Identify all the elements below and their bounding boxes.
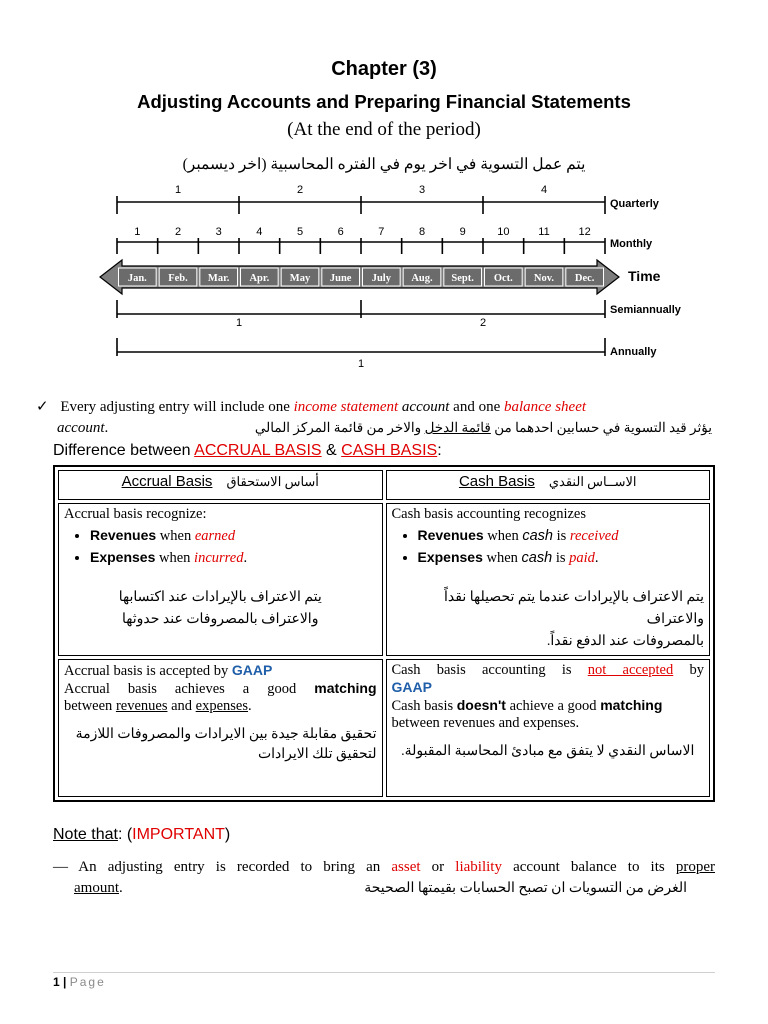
note-close: ) [224,826,231,843]
half-2-label: 2 [479,317,487,329]
quarter-3-label: 3 [418,184,426,196]
dash-bullet: — [53,859,68,875]
chapter-heading: Chapter (3) [331,58,437,80]
month-name-label: Aug. [411,273,433,284]
cash-intro: Cash basis accounting recognizes [391,506,586,522]
month-name-label: Apr. [249,273,270,284]
not-accepted-term: not accepted [587,662,674,678]
month-number-label: 7 [378,226,385,238]
month-number-label: 9 [459,226,466,238]
quarterly-bracket [117,196,605,214]
accrual-matching-line: Accrual basis achieves a good matching [64,680,377,697]
month-number-label: 12 [578,226,591,238]
page-subtitle: (At the end of the period) [287,119,481,140]
quarter-2-label: 2 [296,184,304,196]
quarterly-label: Quarterly [610,198,659,210]
semiannually-label: Semiannually [610,304,681,316]
footer-separator: | [59,975,70,989]
cash-recognition-cell [386,503,711,656]
month-name-label: Nov. [533,273,555,284]
cash-header: Cash Basis [458,473,535,490]
cash-gaap-cell [386,659,711,797]
month-number-label: 11 [538,226,550,238]
accrual-header: Accrual Basis [121,473,213,490]
year-1-label: 1 [357,358,365,370]
note-heading [53,826,230,844]
month-name-label: May [289,273,311,284]
month-number-label: 4 [256,226,263,238]
month-name-label: Feb. [168,273,188,284]
rule-arabic-link: قائمة الدخل [424,420,491,435]
accrual-basis-term: ACCRUAL BASIS [194,442,322,459]
rule-text-1: Every adjusting entry will include one [60,399,294,415]
accrual-header-arabic: أساس الاستحقاق [226,474,319,489]
month-name-label: July [371,273,391,284]
quarter-4-label: 4 [540,184,548,196]
page-footer [53,975,106,989]
adjusting-entry-statement: — An adjusting entry is recorded to bring an asset or liability account balance to its proper amount. الغرض من التسويات ان تصبح الحسابات بقيمتها الصحيحة [53,857,715,899]
adjusting-entry-rule [36,396,716,439]
accrual-gaap-cell [58,659,383,797]
accrual-expenses-item: • Expenses when incurred. [90,547,377,569]
month-name-label: Oct. [493,273,513,284]
accounting-periods-timeline [0,176,768,371]
month-number-label: 5 [296,226,304,238]
rule-arabic [255,417,712,438]
check-icon: ✓ [36,397,49,415]
accrual-bullets [64,525,377,569]
accrual-header-cell [58,470,383,500]
month-number-label: 1 [134,226,141,238]
accrual-between-line: between revenues and expenses. [64,698,252,714]
quarter-1-label: 1 [174,184,182,196]
difference-colon: : [437,442,442,459]
note-colon: : ( [117,826,133,843]
cash-header-cell [386,470,711,500]
monthly-label: Monthly [610,238,653,250]
half-1-label: 1 [235,317,243,329]
difference-prefix: Difference between [53,442,195,459]
accrual-arabic: يتم الاعتراف بالإيرادات عند اكتسابها والاعتراف بالمصروفات عند حدوثها [118,590,322,627]
annual-bracket [117,338,605,356]
month-name-label: June [329,273,352,284]
cash-header-arabic: الاســاس النقدي [548,474,637,489]
cash-revenues-item: • Revenues when cash is received [418,525,705,547]
arabic-period-note: يتم عمل التسوية في اخر يوم في الفتره المحاسبية (اخر ديسمبر) [182,156,586,173]
time-label: Time [628,268,661,284]
statement-arabic: الغرض من التسويات ان تصبح الحسابات بقيمتها الصحيحة [364,881,687,896]
month-number-label: 3 [215,226,222,238]
gaap-term-accrual: GAAP [231,662,273,678]
account-term-1: account [401,399,450,415]
income-statement-term: income statement [293,399,399,415]
annually-label: Annually [610,346,657,358]
month-name-label: Mar. [207,273,230,284]
semiannual-bracket [117,300,605,318]
cash-bullets [392,525,705,569]
cash-expenses-item: • Expenses when cash is paid. [418,547,705,569]
accrual-intro: Accrual basis recognize: [64,506,207,522]
cash-basis-term: CASH BASIS [341,442,438,459]
asset-term: asset [391,859,421,875]
accrual-gaap-line: Accrual basis is accepted by GAAP [64,662,273,679]
accrual-recognition-cell [58,503,383,656]
rule-arabic-post: والاخر من قائمة المركز المالي [254,420,425,435]
monthly-bracket [117,238,605,254]
footer-divider [53,972,715,973]
accrual-matching-arabic: تحقيق مقابلة جيدة بين الايرادات والمصروفات اللازمة لتحقيق تلك الايرادات [75,727,377,762]
month-number-label: 10 [497,226,510,238]
accrual-revenues-item: • Revenues when earned [90,525,377,547]
cash-gaap-arabic: الاساس النقدي لا يتفق مع مبادئ المحاسبة المقبولة. [401,744,695,759]
month-number-label: 2 [174,226,182,238]
gaap-term-cash: GAAP [391,679,432,695]
rule-arabic-pre: يؤثر قيد التسوية في حسابين احدهما من [490,420,712,435]
month-number-label: 6 [337,226,344,238]
important-term: IMPORTANT [132,826,225,843]
accrual-vs-cash-table [53,465,715,802]
footer-page-label: Page [69,975,106,989]
month-name-label: Jan. [127,273,147,284]
month-name-label: Sept. [451,273,474,284]
account-term-2: account [57,420,105,436]
cash-matching-line: Cash basis doesn't achieve a good matching [391,697,663,714]
balance-sheet-term: balance sheet [503,399,587,415]
cash-gaap-line: Cash basis accounting is not accepted by [391,662,704,678]
month-name-label: Dec. [574,273,595,284]
rule-text-2: and one [449,399,504,415]
cash-arabic: يتم الاعتراف بالإيرادات عندما يتم تحصيلها نقداً والاعتراف بالمصروفات عند الدفع نقداً. [444,590,704,649]
liability-term: liability [455,859,502,875]
difference-heading [53,442,442,460]
cash-between-line: between revenues and expenses. [391,715,580,731]
difference-amp: & [321,442,342,459]
page-title: Adjusting Accounts and Preparing Financial Statements [137,91,631,112]
month-number-label: 8 [418,226,426,238]
rule-period: . [104,420,109,436]
page-number: 1 [53,975,60,989]
note-label: Note that [53,826,118,843]
